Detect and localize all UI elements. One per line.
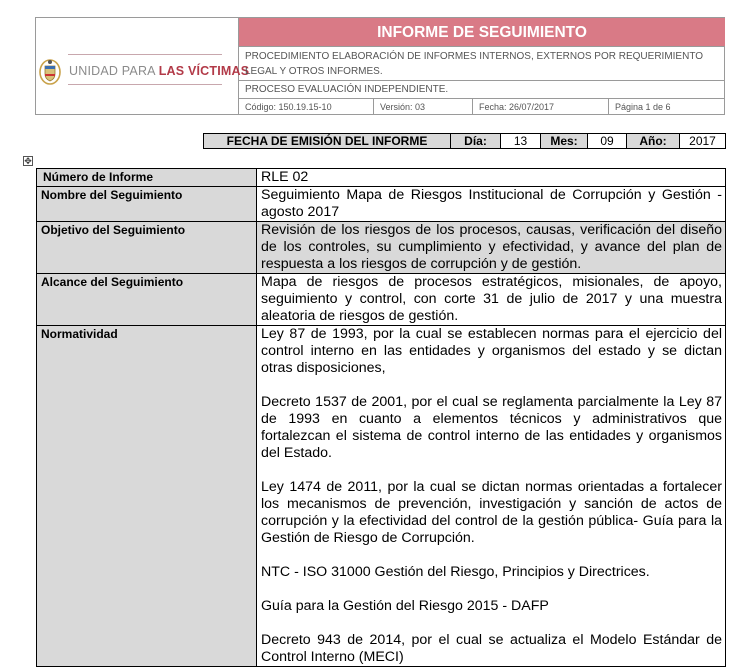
report-info-table [36, 168, 726, 667]
meta-code: Código: 150.19.15-10 [239, 99, 374, 115]
meta-date: Fecha: 26/07/2017 [473, 99, 609, 115]
regulation-item: Decreto 943 de 2014, por el cual se actualiza el Modelo Estándar de Control Interno (MECI) [261, 632, 722, 665]
objective-label: Objetivo del Seguimiento [37, 222, 257, 274]
issue-date-strip [203, 133, 726, 149]
month-label: Mes: [541, 134, 588, 148]
day-value: 13 [501, 134, 541, 148]
document-header [35, 17, 725, 115]
regulation-item: Ley 87 de 1993, por la cual se establecen normas para el ejercicio del control interno en las entidades y organismos del estado y se dictan otras disposiciones, [261, 326, 722, 376]
day-label: Día: [451, 134, 501, 148]
regulation-label: Normatividad [37, 326, 257, 667]
table-row [37, 326, 726, 667]
table-move-handle-icon[interactable]: ✥ [24, 156, 32, 166]
logo-rule-bottom [68, 84, 222, 85]
procedure-name: PROCEDIMIENTO ELABORACIÓN DE INFORMES INTERNOS, EXTERNOS POR REQUERIMIENTO LEGAL Y OTROS INFORMES. [239, 46, 725, 80]
regulation-value [257, 326, 726, 667]
process-name: PROCESO EVALUACIÓN INDEPENDIENTE. [239, 80, 725, 98]
meta-page: Página 1 de 6 [615, 102, 671, 112]
report-number-value: RLE 02 [257, 169, 726, 187]
month-value: 09 [588, 134, 627, 148]
logo-rule-top [68, 54, 222, 55]
name-label: Nombre del Seguimiento [37, 187, 257, 222]
regulation-item: Decreto 1537 de 2001, por el cual se reglamenta parcialmente la Ley 87 de 1993 en cuanto a elementos técnicos y administrativos que fortalezcan el sistema de control interno de las entidades y organismos del Estado. [261, 394, 722, 461]
regulation-item: Guía para la Gestión del Riesgo 2015 - DAFP [261, 598, 549, 614]
objective-value: Revisión de los riesgos de los procesos, causas, verificación del diseño de los controles, su cumplimiento y efectividad, y avance del plan de respuesta a los riesgos de corrupción y de gestión. [257, 222, 726, 274]
scope-value: Mapa de riesgos de procesos estratégicos, misionales, de apoyo, seguimiento y control, con corte 31 de julio de 2017 y una muestra aleatoria de riesgos de gestión. [257, 274, 726, 326]
scope-label: Alcance del Seguimiento [37, 274, 257, 326]
logo-text [69, 64, 249, 78]
regulation-item: NTC - ISO 31000 Gestión del Riesgo, Principios y Directrices. [261, 564, 650, 580]
regulation-item: Ley 1474 de 2011, por la cual se dictan normas orientadas a fortalecer los mecanismos de prevención, investigación y sanción de actos de corrupción y la efectividad del control de la gestión pública- Guía para la Gestión de Riesgo de Corrupción. [261, 479, 722, 546]
coat-of-arms-icon [38, 58, 62, 86]
year-label: Año: [627, 134, 680, 148]
name-value: Seguimiento Mapa de Riesgos Institucional de Corrupción y Gestión - agosto 2017 [257, 187, 726, 222]
year-value: 2017 [689, 134, 716, 148]
report-number-label: Número de Informe [37, 169, 257, 187]
table-row [37, 187, 726, 222]
issue-date-label: FECHA DE EMISIÓN DEL INFORME [204, 134, 451, 148]
document-meta [239, 98, 725, 115]
logo-prefix: UNIDAD PARA [69, 64, 159, 78]
meta-version: Versión: 03 [374, 99, 473, 115]
table-row [37, 274, 726, 326]
logo-area [36, 18, 250, 114]
document-title: INFORME DE SEGUIMIENTO [239, 18, 725, 46]
table-row [37, 222, 726, 274]
logo-emphasis: LAS VÍCTIMAS [158, 64, 250, 78]
table-row [37, 169, 726, 187]
